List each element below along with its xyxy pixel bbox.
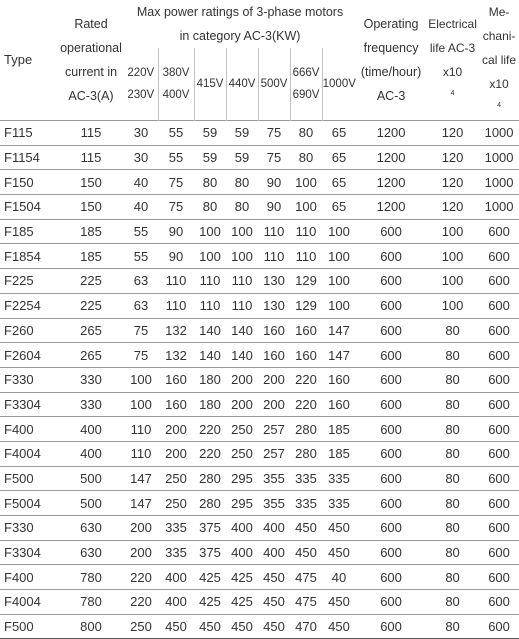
cell-kw-666-690v: 80 [290,121,322,146]
cell-type: F185 [0,219,58,244]
cell-kw-415v: 450 [194,614,226,639]
cell-operating-frequency: 600 [356,293,426,318]
cell-kw-666-690v: 100 [290,170,322,195]
cell-operating-frequency: 600 [356,540,426,565]
cell-mechanical-life: 600 [479,441,519,466]
cell-kw-500v: 355 [258,466,290,491]
cell-kw-666-690v: 160 [290,318,322,343]
voltage-1000-header: 1000V [322,48,356,121]
electrical-life-header: Electrical life AC-3 x10 $^4$ [428,17,477,97]
cell-kw-380-400v: 200 [158,417,194,442]
cell-kw-1000v: 100 [322,293,356,318]
cell-mechanical-life: 1000 [479,195,519,220]
cell-operating-frequency: 600 [356,614,426,639]
cell-mechanical-life: 1000 [479,170,519,195]
cell-kw-666-690v: 470 [290,614,322,639]
cell-operating-frequency: 600 [356,367,426,392]
cell-kw-440v: 140 [226,318,258,343]
voltage-220-230-header: 220V 230V [127,67,155,101]
cell-operating-frequency: 600 [356,590,426,615]
table-row [0,269,519,294]
voltage-666-690-header: 666V 690V [290,48,322,121]
cell-kw-415v: 280 [194,491,226,516]
cell-rated-current: 500 [58,491,124,516]
cell-rated-current: 400 [58,441,124,466]
cell-kw-440v: 100 [226,219,258,244]
cell-kw-415v: 110 [194,293,226,318]
cell-kw-1000v: 147 [322,318,356,343]
cell-kw-220-230v: 30 [124,121,158,146]
table-row [0,614,519,639]
table-row [0,343,519,368]
cell-rated-current: 150 [58,170,124,195]
cell-mechanical-life: 600 [479,417,519,442]
cell-kw-415v: 80 [194,170,226,195]
cell-mechanical-life: 600 [479,565,519,590]
cell-kw-415v: 375 [194,540,226,565]
cell-mechanical-life: 600 [479,466,519,491]
cell-kw-415v: 110 [194,269,226,294]
cell-rated-current: 265 [58,318,124,343]
cell-kw-380-400v: 400 [158,590,194,615]
cell-electrical-life: 80 [426,417,479,442]
cell-electrical-life: 120 [426,121,479,146]
cell-electrical-life: 80 [426,392,479,417]
cell-operating-frequency: 600 [356,392,426,417]
cell-kw-380-400v: 90 [158,219,194,244]
cell-kw-380-400v: 200 [158,441,194,466]
cell-kw-380-400v: 75 [158,170,194,195]
cell-kw-1000v: 100 [322,219,356,244]
max-power-header-line2: in category AC-3(KW) [179,29,301,43]
cell-type: F1154 [0,145,58,170]
cell-rated-current: 400 [58,417,124,442]
table-row [0,466,519,491]
table-row [0,145,519,170]
cell-kw-415v: 220 [194,441,226,466]
cell-kw-440v: 110 [226,293,258,318]
cell-mechanical-life: 1000 [479,121,519,146]
cell-kw-666-690v: 160 [290,343,322,368]
cell-type: F225 [0,269,58,294]
cell-kw-666-690v: 475 [290,565,322,590]
cell-mechanical-life: 600 [479,293,519,318]
cell-kw-440v: 200 [226,392,258,417]
cell-kw-415v: 59 [194,121,226,146]
cell-kw-380-400v: 250 [158,466,194,491]
cell-kw-440v: 80 [226,195,258,220]
cell-type: F3304 [0,392,58,417]
rated-current-header: Rated operational current in AC-3(A) [60,17,122,103]
cell-kw-666-690v: 129 [290,269,322,294]
cell-kw-440v: 400 [226,516,258,541]
table-row [0,195,519,220]
cell-kw-500v: 200 [258,367,290,392]
cell-kw-666-690v: 280 [290,441,322,466]
cell-rated-current: 185 [58,244,124,269]
table-row [0,244,519,269]
cell-operating-frequency: 600 [356,565,426,590]
cell-kw-500v: 257 [258,417,290,442]
cell-kw-666-690v: 220 [290,367,322,392]
cell-kw-220-230v: 40 [124,170,158,195]
cell-kw-220-230v: 75 [124,343,158,368]
cell-operating-frequency: 600 [356,491,426,516]
cell-rated-current: 780 [58,565,124,590]
cell-kw-415v: 100 [194,244,226,269]
cell-kw-500v: 257 [258,441,290,466]
cell-mechanical-life: 600 [479,367,519,392]
cell-rated-current: 225 [58,269,124,294]
cell-mechanical-life: 600 [479,269,519,294]
cell-kw-220-230v: 100 [124,367,158,392]
cell-type: F400 [0,565,58,590]
cell-type: F3304 [0,540,58,565]
table-row [0,293,519,318]
cell-electrical-life: 80 [426,441,479,466]
cell-kw-500v: 450 [258,590,290,615]
cell-operating-frequency: 600 [356,269,426,294]
table-row [0,565,519,590]
cell-kw-1000v: 65 [322,145,356,170]
cell-operating-frequency: 600 [356,343,426,368]
table-row [0,318,519,343]
cell-operating-frequency: 1200 [356,170,426,195]
cell-kw-1000v: 335 [322,466,356,491]
cell-kw-666-690v: 335 [290,466,322,491]
table-row [0,417,519,442]
cell-kw-1000v: 100 [322,244,356,269]
cell-operating-frequency: 600 [356,516,426,541]
cell-electrical-life: 80 [426,343,479,368]
cell-rated-current: 500 [58,466,124,491]
cell-kw-380-400v: 335 [158,516,194,541]
cell-kw-440v: 80 [226,170,258,195]
cell-type: F115 [0,121,58,146]
cell-electrical-life: 80 [426,367,479,392]
cell-electrical-life: 120 [426,195,479,220]
voltage-380-400-header: 380V 400V [158,48,194,121]
table-row [0,392,519,417]
cell-kw-1000v: 160 [322,392,356,417]
cell-kw-1000v: 40 [322,565,356,590]
cell-electrical-life: 100 [426,269,479,294]
cell-kw-380-400v: 250 [158,491,194,516]
cell-kw-220-230v: 75 [124,318,158,343]
cell-kw-415v: 425 [194,565,226,590]
cell-kw-440v: 140 [226,343,258,368]
cell-type: F1854 [0,244,58,269]
cell-kw-380-400v: 75 [158,195,194,220]
table-row [0,590,519,615]
cell-kw-1000v: 450 [322,590,356,615]
cell-kw-380-400v: 160 [158,392,194,417]
cell-kw-220-230v: 63 [124,269,158,294]
cell-kw-440v: 250 [226,417,258,442]
cell-kw-220-230v: 100 [124,392,158,417]
cell-kw-666-690v: 450 [290,540,322,565]
table-header [0,0,519,121]
cell-electrical-life: 80 [426,540,479,565]
cell-type: F5004 [0,491,58,516]
cell-type: F330 [0,516,58,541]
cell-kw-440v: 450 [226,614,258,639]
cell-kw-415v: 80 [194,195,226,220]
cell-kw-500v: 160 [258,343,290,368]
voltage-440-header: 440V [226,48,258,121]
cell-kw-500v: 75 [258,121,290,146]
table-row [0,516,519,541]
cell-type: F2254 [0,293,58,318]
cell-electrical-life: 80 [426,590,479,615]
cell-operating-frequency: 1200 [356,145,426,170]
cell-electrical-life: 80 [426,466,479,491]
cell-kw-500v: 110 [258,244,290,269]
cell-kw-415v: 180 [194,392,226,417]
cell-type: F260 [0,318,58,343]
cell-type: F500 [0,614,58,639]
cell-kw-1000v: 450 [322,540,356,565]
cell-kw-220-230v: 55 [124,244,158,269]
cell-kw-500v: 90 [258,195,290,220]
cell-kw-415v: 425 [194,590,226,615]
cell-kw-1000v: 335 [322,491,356,516]
cell-kw-380-400v: 90 [158,244,194,269]
cell-kw-220-230v: 110 [124,441,158,466]
cell-electrical-life: 80 [426,614,479,639]
cell-kw-380-400v: 335 [158,540,194,565]
cell-electrical-life: 100 [426,219,479,244]
voltage-500-header: 500V [258,48,290,121]
cell-kw-500v: 400 [258,516,290,541]
cell-kw-380-400v: 110 [158,293,194,318]
cell-mechanical-life: 1000 [479,145,519,170]
cell-electrical-life: 100 [426,244,479,269]
cell-kw-1000v: 185 [322,441,356,466]
table-body [0,121,519,639]
cell-kw-1000v: 147 [322,343,356,368]
cell-mechanical-life: 600 [479,244,519,269]
cell-mechanical-life: 600 [479,318,519,343]
max-power-header-line1: Max power ratings of 3-phase motors [136,5,344,19]
cell-type: F2604 [0,343,58,368]
cell-operating-frequency: 600 [356,441,426,466]
cell-kw-415v: 180 [194,367,226,392]
table-row [0,219,519,244]
table-row [0,170,519,195]
cell-kw-440v: 200 [226,367,258,392]
cell-kw-666-690v: 335 [290,491,322,516]
cell-kw-220-230v: 147 [124,466,158,491]
cell-operating-frequency: 600 [356,417,426,442]
cell-rated-current: 265 [58,343,124,368]
cell-type: F1504 [0,195,58,220]
cell-kw-220-230v: 200 [124,540,158,565]
cell-kw-500v: 75 [258,145,290,170]
table-row [0,491,519,516]
cell-kw-220-230v: 110 [124,417,158,442]
cell-rated-current: 630 [58,516,124,541]
cell-mechanical-life: 600 [479,219,519,244]
cell-kw-1000v: 160 [322,367,356,392]
cell-rated-current: 115 [58,121,124,146]
cell-kw-440v: 59 [226,121,258,146]
cell-electrical-life: 120 [426,170,479,195]
cell-kw-220-230v: 147 [124,491,158,516]
cell-kw-666-690v: 129 [290,293,322,318]
cell-kw-220-230v: 55 [124,219,158,244]
table-row [0,367,519,392]
cell-kw-500v: 400 [258,540,290,565]
cell-kw-1000v: 100 [322,269,356,294]
cell-kw-666-690v: 110 [290,219,322,244]
cell-kw-1000v: 450 [322,516,356,541]
cell-type: F400 [0,417,58,442]
cell-kw-1000v: 65 [322,170,356,195]
cell-kw-220-230v: 63 [124,293,158,318]
cell-rated-current: 185 [58,219,124,244]
cell-kw-415v: 140 [194,318,226,343]
cell-type: F500 [0,466,58,491]
cell-kw-1000v: 185 [322,417,356,442]
cell-electrical-life: 80 [426,491,479,516]
cell-mechanical-life: 600 [479,614,519,639]
cell-kw-380-400v: 55 [158,145,194,170]
cell-kw-415v: 220 [194,417,226,442]
cell-kw-440v: 400 [226,540,258,565]
cell-kw-380-400v: 450 [158,614,194,639]
cell-rated-current: 225 [58,293,124,318]
cell-operating-frequency: 600 [356,466,426,491]
type-header: Type [4,52,33,67]
cell-rated-current: 330 [58,392,124,417]
cell-kw-220-230v: 30 [124,145,158,170]
cell-kw-500v: 90 [258,170,290,195]
cell-rated-current: 630 [58,540,124,565]
cell-kw-380-400v: 110 [158,269,194,294]
cell-kw-666-690v: 220 [290,392,322,417]
cell-kw-415v: 375 [194,516,226,541]
cell-kw-415v: 280 [194,466,226,491]
cell-kw-1000v: 450 [322,614,356,639]
cell-electrical-life: 80 [426,318,479,343]
cell-kw-380-400v: 55 [158,121,194,146]
cell-kw-440v: 59 [226,145,258,170]
cell-type: F4004 [0,441,58,466]
mechanical-life-header: Me- chani- cal life x10 $^4$ [482,5,517,109]
cell-operating-frequency: 1200 [356,195,426,220]
cell-rated-current: 330 [58,367,124,392]
cell-kw-500v: 130 [258,269,290,294]
cell-kw-666-690v: 450 [290,516,322,541]
cell-kw-440v: 295 [226,491,258,516]
cell-type: F330 [0,367,58,392]
cell-kw-415v: 140 [194,343,226,368]
cell-rated-current: 800 [58,614,124,639]
cell-kw-666-690v: 475 [290,590,322,615]
cell-electrical-life: 120 [426,145,479,170]
cell-kw-380-400v: 132 [158,343,194,368]
table-row [0,540,519,565]
cell-mechanical-life: 600 [479,392,519,417]
cell-rated-current: 150 [58,195,124,220]
cell-kw-1000v: 65 [322,195,356,220]
cell-kw-440v: 295 [226,466,258,491]
cell-kw-500v: 450 [258,614,290,639]
operating-frequency-header: Operating frequency (time/hour) AC-3 [360,17,422,103]
cell-kw-415v: 59 [194,145,226,170]
cell-kw-666-690v: 280 [290,417,322,442]
cell-electrical-life: 80 [426,565,479,590]
cell-kw-440v: 250 [226,441,258,466]
cell-kw-500v: 130 [258,293,290,318]
voltage-415-header: 415V [194,48,226,121]
table-row [0,121,519,146]
cell-kw-500v: 355 [258,491,290,516]
cell-operating-frequency: 600 [356,219,426,244]
cell-kw-380-400v: 132 [158,318,194,343]
cell-kw-500v: 200 [258,392,290,417]
cell-kw-220-230v: 220 [124,590,158,615]
cell-kw-380-400v: 160 [158,367,194,392]
cell-rated-current: 780 [58,590,124,615]
cell-kw-500v: 450 [258,565,290,590]
cell-kw-220-230v: 220 [124,565,158,590]
cell-mechanical-life: 600 [479,491,519,516]
cell-kw-220-230v: 200 [124,516,158,541]
cell-kw-666-690v: 80 [290,145,322,170]
cell-kw-1000v: 65 [322,121,356,146]
cell-mechanical-life: 600 [479,343,519,368]
cell-kw-440v: 425 [226,590,258,615]
table-row [0,441,519,466]
cell-kw-440v: 425 [226,565,258,590]
cell-type: F4004 [0,590,58,615]
cell-kw-380-400v: 400 [158,565,194,590]
cell-kw-666-690v: 100 [290,195,322,220]
cell-mechanical-life: 600 [479,516,519,541]
cell-electrical-life: 100 [426,293,479,318]
cell-kw-415v: 100 [194,219,226,244]
cell-mechanical-life: 600 [479,590,519,615]
cell-electrical-life: 80 [426,516,479,541]
cell-kw-500v: 110 [258,219,290,244]
cell-kw-220-230v: 250 [124,614,158,639]
cell-kw-440v: 100 [226,244,258,269]
cell-mechanical-life: 600 [479,540,519,565]
cell-kw-500v: 160 [258,318,290,343]
cell-operating-frequency: 600 [356,244,426,269]
cell-kw-220-230v: 40 [124,195,158,220]
cell-operating-frequency: 1200 [356,121,426,146]
cell-operating-frequency: 600 [356,318,426,343]
cell-rated-current: 115 [58,145,124,170]
cell-type: F150 [0,170,58,195]
cell-kw-440v: 110 [226,269,258,294]
cell-kw-666-690v: 110 [290,244,322,269]
